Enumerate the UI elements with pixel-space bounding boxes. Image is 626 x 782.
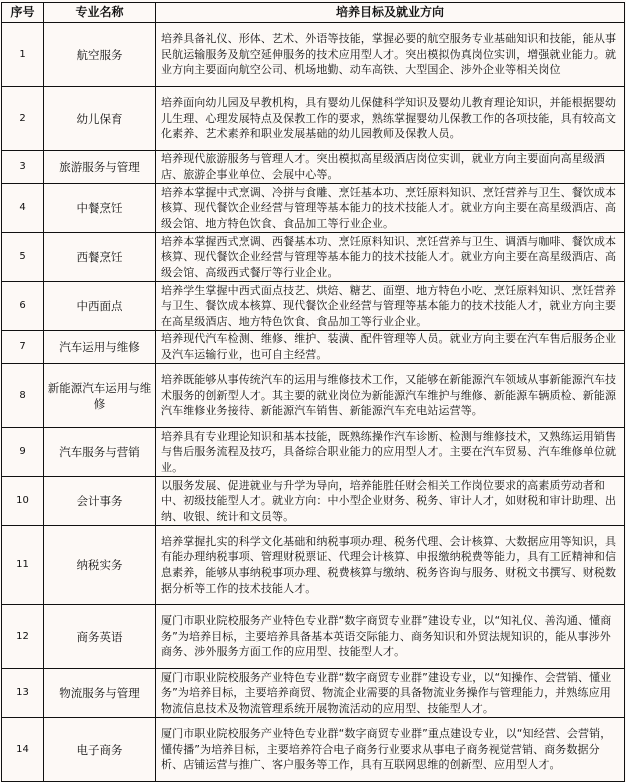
- majors-table: [1, 2, 625, 782]
- row-major: 新能源汽车运用与维修: [44, 364, 156, 428]
- row-index: 11: [2, 526, 44, 605]
- table-row: [2, 331, 625, 364]
- row-major: 航空服务: [44, 23, 156, 87]
- header-major: 专业名称: [44, 3, 156, 23]
- table-row: [2, 364, 625, 428]
- table-row: [2, 605, 625, 669]
- table-row: [2, 428, 625, 477]
- row-goal: 培养面向幼儿园及早教机构，具有婴幼儿保健科学知识及婴幼儿教育理论知识，并能根据婴幼儿生理、心理发展特点及保教工作的要求，熟练掌握婴幼儿保教工作的各项技能，具有较高文化素养、艺术素养和职业发展基础的幼儿园教师及保教人员。: [156, 87, 625, 151]
- table-header-row: [2, 3, 625, 23]
- table-row: [2, 526, 625, 605]
- row-index: 4: [2, 184, 44, 233]
- row-goal: 厦门市职业院校服务产业特色专业群“数字商贸专业群”建设专业，以“知礼仪、善沟通、懂商务”为培养目标，主要培养具备基本英语交际能力、商务知识和外贸法规知识的，能从事涉外商务、涉外服务方面工作的应用型、技能型人才。: [156, 605, 625, 669]
- row-index: 8: [2, 364, 44, 428]
- table-row: [2, 184, 625, 233]
- table-row: [2, 669, 625, 718]
- row-index: 7: [2, 331, 44, 364]
- row-major: 会计事务: [44, 477, 156, 526]
- table-row: [2, 718, 625, 782]
- row-major: 汽车运用与维修: [44, 331, 156, 364]
- table-row: [2, 282, 625, 331]
- row-major: 纳税实务: [44, 526, 156, 605]
- row-index: 5: [2, 233, 44, 282]
- row-goal: 培养学生掌握中西式面点技艺、烘焙、糖艺、面塑、地方特色小吃、烹饪原料知识、烹饪营养与卫生、餐饮成本核算、现代餐饮企业经营与管理等基本能力的技术技能人才，就业方向主要在高星级酒店、地方特色饮食、食品加工等行业企业。: [156, 282, 625, 331]
- row-goal: 厦门市职业院校服务产业特色专业群“数字商贸专业群”重点建设专业，以“知经营、会营销，懂传播”为培养目标，主要培养符合电子商务行业要求从事电子商务视觉营销、商务数据分析、店铺运营与推广、客户服务等工作，具有互联网思维的创新型、应用型人才。: [156, 718, 625, 782]
- row-index: 10: [2, 477, 44, 526]
- row-index: 1: [2, 23, 44, 87]
- row-major: 幼儿保育: [44, 87, 156, 151]
- row-index: 6: [2, 282, 44, 331]
- header-goal: 培养目标及就业方向: [156, 3, 625, 23]
- row-major: 中餐烹饪: [44, 184, 156, 233]
- header-index: 序号: [2, 3, 44, 23]
- row-major: 电子商务: [44, 718, 156, 782]
- row-goal: 以服务发展、促进就业与升学为导向，培养能胜任财会相关工作岗位要求的高素质劳动者和中、初级技能型人才。就业方向：中小型企业财务、税务、审计人才，如财税和审计助理、出纳、收银、统计和文员等。: [156, 477, 625, 526]
- row-goal: 培养本掌握西式烹调、西餐基本功、烹饪原料知识、烹饪营养与卫生、调酒与咖啡、餐饮成本核算、现代餐饮企业经营与管理等基本能力的技术技能人才。就业方向主要在高星级酒店、高级会馆、高级西式餐厅等行业企业。: [156, 233, 625, 282]
- row-goal: 培养掌握扎实的科学文化基础和纳税事项办理、税务代理、会计核算、大数据应用等知识，具有能办理纳税事项、管理财税票证、代理会计核算、申报缴纳税费等能力，具有工匠精神和信息素养，能够从事纳税事项办理、税费核算与缴纳、税务咨询与服务、财税文书撰写、财税数据分析等工作的技术技能人才。: [156, 526, 625, 605]
- row-index: 2: [2, 87, 44, 151]
- row-goal: 培养现代汽车检测、维修、维护、装潢、配件管理等人员。就业方向主要在汽车售后服务企业及汽车运输行业，也可自主经营。: [156, 331, 625, 364]
- row-major: 西餐烹饪: [44, 233, 156, 282]
- row-index: 12: [2, 605, 44, 669]
- table-row: [2, 477, 625, 526]
- table-row: [2, 151, 625, 184]
- row-major: 物流服务与管理: [44, 669, 156, 718]
- row-goal: 培养具备礼仪、形体、艺术、外语等技能，掌握必要的航空服务专业基础知识和技能，能从事民航运输服务及航空延伸服务的技术应用型人才。突出模拟伪真岗位实训，增强就业能力。就业方向主要面向航空公司、机场地勤、动车高铁、大型国企、涉外企业等相关岗位: [156, 23, 625, 87]
- row-index: 13: [2, 669, 44, 718]
- row-index: 3: [2, 151, 44, 184]
- row-goal: 培养本掌握中式烹调、冷拼与食雕、烹饪基本功、烹饪原料知识、烹饪营养与卫生、餐饮成本核算、现代餐饮企业经营与管理等基本能力的技术技能人才。就业方向主要在高星级酒店、高级会馆、地方特色饮食、食品加工等行业企业。: [156, 184, 625, 233]
- row-major: 中西面点: [44, 282, 156, 331]
- row-major: 汽车服务与营销: [44, 428, 156, 477]
- row-major: 商务英语: [44, 605, 156, 669]
- row-major: 旅游服务与管理: [44, 151, 156, 184]
- row-goal: 厦门市职业院校服务产业特色专业群“数字商贸专业群”建设专业，以“知操作、会营销、懂业务”为培养目标，主要培养商贸、物流企业需要的具备物流业务操作与管理能力，并熟练应用物流信息技术及物流管理系统开展物流活动的应用型、技能型人才。: [156, 669, 625, 718]
- row-goal: 培养具有专业理论知识和基本技能，既熟练操作汽车诊断、检测与维修技术，又熟练运用销售与售后服务流程及技巧，具备综合职业能力的应用型人才。主要在汽车贸易、汽车维修单位就业。: [156, 428, 625, 477]
- row-index: 9: [2, 428, 44, 477]
- table-row: [2, 87, 625, 151]
- table-row: [2, 233, 625, 282]
- table-row: [2, 23, 625, 87]
- row-goal: 培养现代旅游服务与管理人才。突出模拟高星级酒店岗位实训，就业方向主要面向高星级酒店、旅游企事业单位、会展中心等。: [156, 151, 625, 184]
- row-index: 14: [2, 718, 44, 782]
- row-goal: 培养既能够从事传统汽车的运用与维修技术工作，又能够在新能源汽车领域从事新能源汽车技术服务的创新型人才。其主要的就业岗位为新能源汽车维护与维修、新能源车辆质检、新能源汽车维修业务接待、新能源汽车销售、新能源汽车充电站运营等。: [156, 364, 625, 428]
